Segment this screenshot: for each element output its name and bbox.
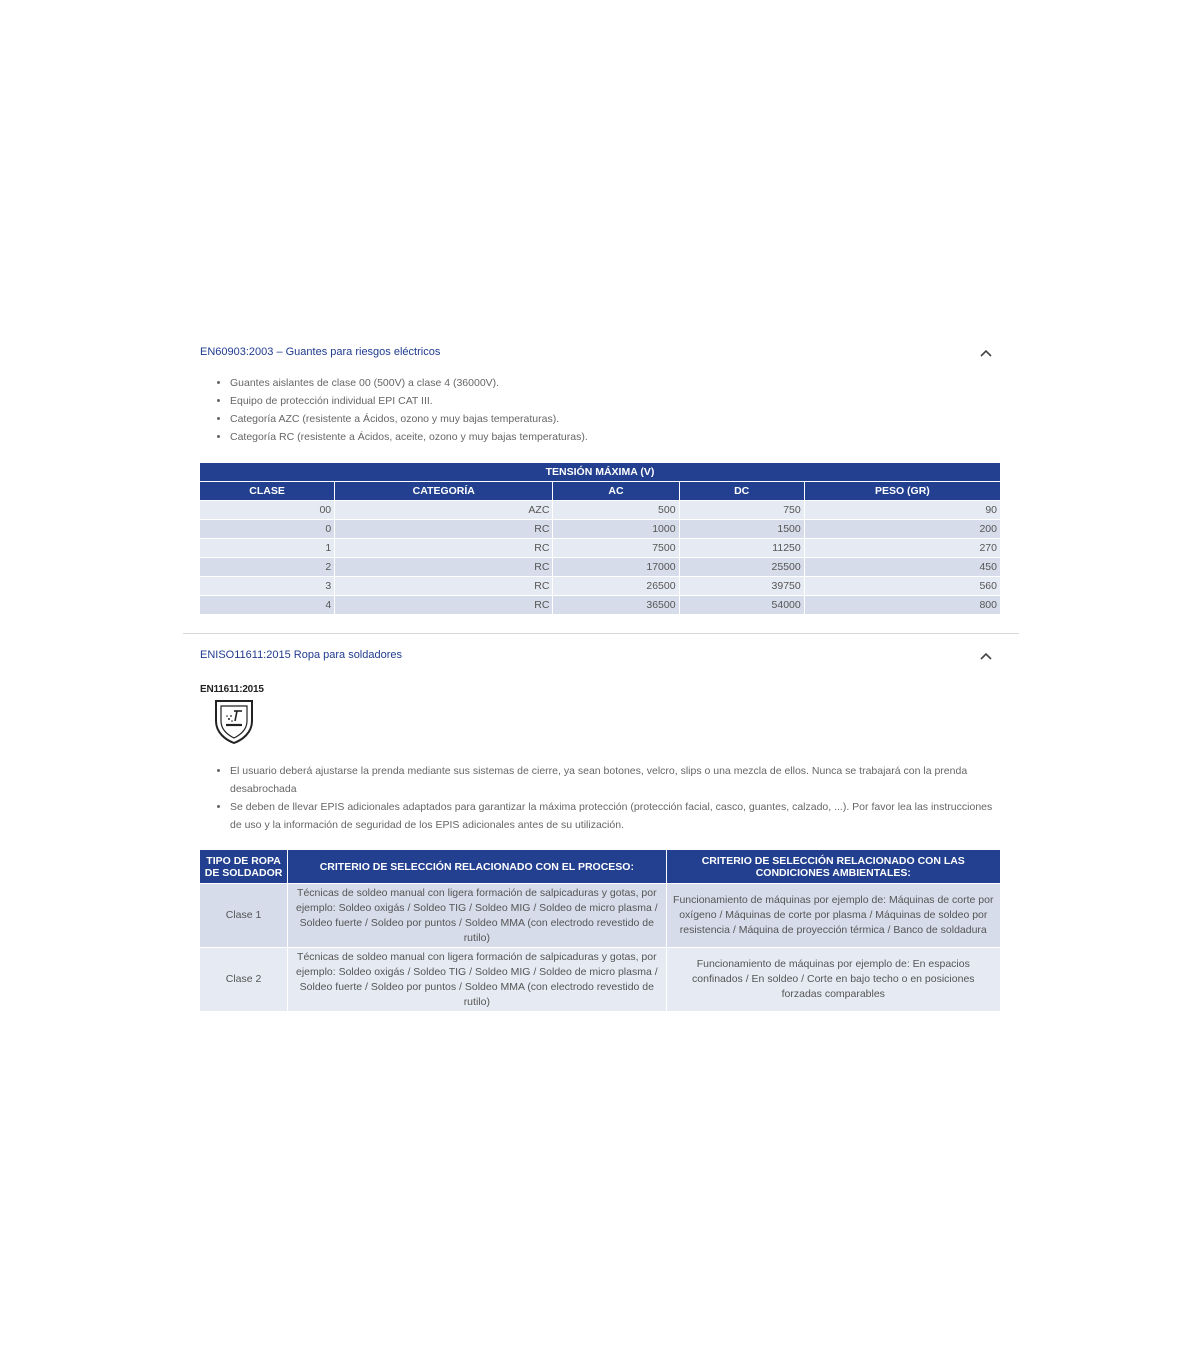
- column-header-peso: PESO (GR): [805, 482, 1000, 500]
- table-cell: Clase 2: [200, 948, 287, 1011]
- column-header-clase: CLASE: [200, 482, 334, 500]
- table-row: [200, 948, 1000, 1011]
- section-divider: [183, 633, 1019, 634]
- table-row: [200, 884, 1000, 947]
- welding-certification-badge: [200, 684, 280, 750]
- table-cell: 7500: [553, 539, 678, 557]
- table-row: [200, 596, 1000, 614]
- table-row: [200, 558, 1000, 576]
- table-cell: 54000: [680, 596, 804, 614]
- table-cell: Funcionamiento de máquinas por ejemplo de: Máquinas de corte por oxígeno / Máquinas de corte por plasma / Máquinas de soldeo por resistencia / Máquina de proyección térmica / Banco de soldadura: [667, 884, 1000, 947]
- table-cell: 11250: [680, 539, 804, 557]
- table-row: [200, 520, 1000, 538]
- table-cell: 26500: [553, 577, 678, 595]
- table-cell: RC: [335, 596, 552, 614]
- column-header-tipo: TIPO DE ROPA DE SOLDADOR: [200, 850, 287, 883]
- table-cell: RC: [335, 558, 552, 576]
- list-item: • Categoría RC (resistente a Ácidos, aceite, ozono y muy bajas temperaturas).: [230, 428, 1010, 446]
- table-cell: AZC: [335, 501, 552, 519]
- table-cell: Técnicas de soldeo manual con ligera formación de salpicaduras y gotas, por ejemplo: Soldeo oxigás / Soldeo TIG / Soldeo MIG / Soldeo de micro plasma / Soldeo fuerte / Soldeo por puntos / Soldeo MMA (con electrodo revestido de rutilo): [288, 884, 665, 947]
- table-row: [200, 501, 1000, 519]
- table-cell: 36500: [553, 596, 678, 614]
- table-cell: 1: [200, 539, 334, 557]
- list-item: • Categoría AZC (resistente a Ácidos, ozono y muy bajas temperaturas).: [230, 410, 1010, 428]
- column-header-proceso: CRITERIO DE SELECCIÓN RELACIONADO CON EL PROCESO:: [288, 850, 665, 883]
- table-cell: 17000: [553, 558, 678, 576]
- welding-shield-icon: [212, 697, 256, 745]
- voltage-table: [199, 462, 1001, 615]
- column-header-ambientales: CRITERIO DE SELECCIÓN RELACIONADO CON LAS CONDICIONES AMBIENTALES:: [667, 850, 1000, 883]
- table-cell: 90: [805, 501, 1000, 519]
- bullet-list: [200, 762, 1005, 834]
- accordion-header-en60903[interactable]: [200, 345, 1002, 365]
- welder-clothing-table: [199, 849, 1001, 1012]
- table-cell: 800: [805, 596, 1000, 614]
- list-item: • Se deben de llevar EPIS adicionales adaptados para garantizar la máxima protección (protección facial, casco, guantes, calzado, ...). Por favor lea las instrucciones de uso y la información de seguridad de los EPIS adicionales antes de su utilización.: [230, 798, 1005, 834]
- column-header-categoria: CATEGORÍA: [335, 482, 552, 500]
- table-cell: 750: [680, 501, 804, 519]
- table-cell: RC: [335, 577, 552, 595]
- table-cell: 1500: [680, 520, 804, 538]
- table-group-header: TENSIÓN MÁXIMA (V): [200, 463, 1000, 481]
- table-row: [200, 539, 1000, 557]
- table-cell: 500: [553, 501, 678, 519]
- table-cell: 0: [200, 520, 334, 538]
- list-item: • Equipo de protección individual EPI CAT III.: [230, 392, 1010, 410]
- table-cell: Técnicas de soldeo manual con ligera formación de salpicaduras y gotas, por ejemplo: Soldeo oxigás / Soldeo TIG / Soldeo MIG / Soldeo de micro plasma / Soldeo fuerte / Soldeo por puntos / Soldeo MMA (con electrodo revestido de rutilo): [288, 948, 665, 1011]
- table-cell: 3: [200, 577, 334, 595]
- table-row: [200, 577, 1000, 595]
- list-item: • El usuario deberá ajustarse la prenda mediante sus sistemas de cierre, ya sean botones, velcro, slips o una mezcla de ellos. Nunca se trabajará con la prenda desabrochada: [230, 762, 1005, 798]
- table-cell: 270: [805, 539, 1000, 557]
- accordion-header-eniso11611[interactable]: [200, 648, 1002, 668]
- table-cell: 4: [200, 596, 334, 614]
- section-title: ENISO11611:2015 Ropa para soldadores: [200, 649, 403, 661]
- section-title: EN60903:2003 – Guantes para riesgos eléctricos: [200, 346, 441, 358]
- table-cell: RC: [335, 539, 552, 557]
- table-cell: 560: [805, 577, 1000, 595]
- table-cell: 200: [805, 520, 1000, 538]
- table-cell: 2: [200, 558, 334, 576]
- bullet-list: [200, 374, 1010, 446]
- column-header-dc: DC: [680, 482, 804, 500]
- table-cell: 450: [805, 558, 1000, 576]
- chevron-up-icon[interactable]: [978, 648, 994, 664]
- list-item: • Guantes aislantes de clase 00 (500V) a clase 4 (36000V).: [230, 374, 1010, 392]
- table-cell: Funcionamiento de máquinas por ejemplo de: En espacios confinados / En soldeo / Corte en bajo techo o en posiciones forzadas comparables: [667, 948, 1000, 1011]
- table-cell: 25500: [680, 558, 804, 576]
- badge-label: EN11611:2015: [200, 684, 264, 695]
- table-cell: RC: [335, 520, 552, 538]
- table-cell: 39750: [680, 577, 804, 595]
- chevron-up-icon[interactable]: [978, 345, 994, 361]
- table-cell: 1000: [553, 520, 678, 538]
- table-cell: 00: [200, 501, 334, 519]
- column-header-ac: AC: [553, 482, 678, 500]
- table-cell: Clase 1: [200, 884, 287, 947]
